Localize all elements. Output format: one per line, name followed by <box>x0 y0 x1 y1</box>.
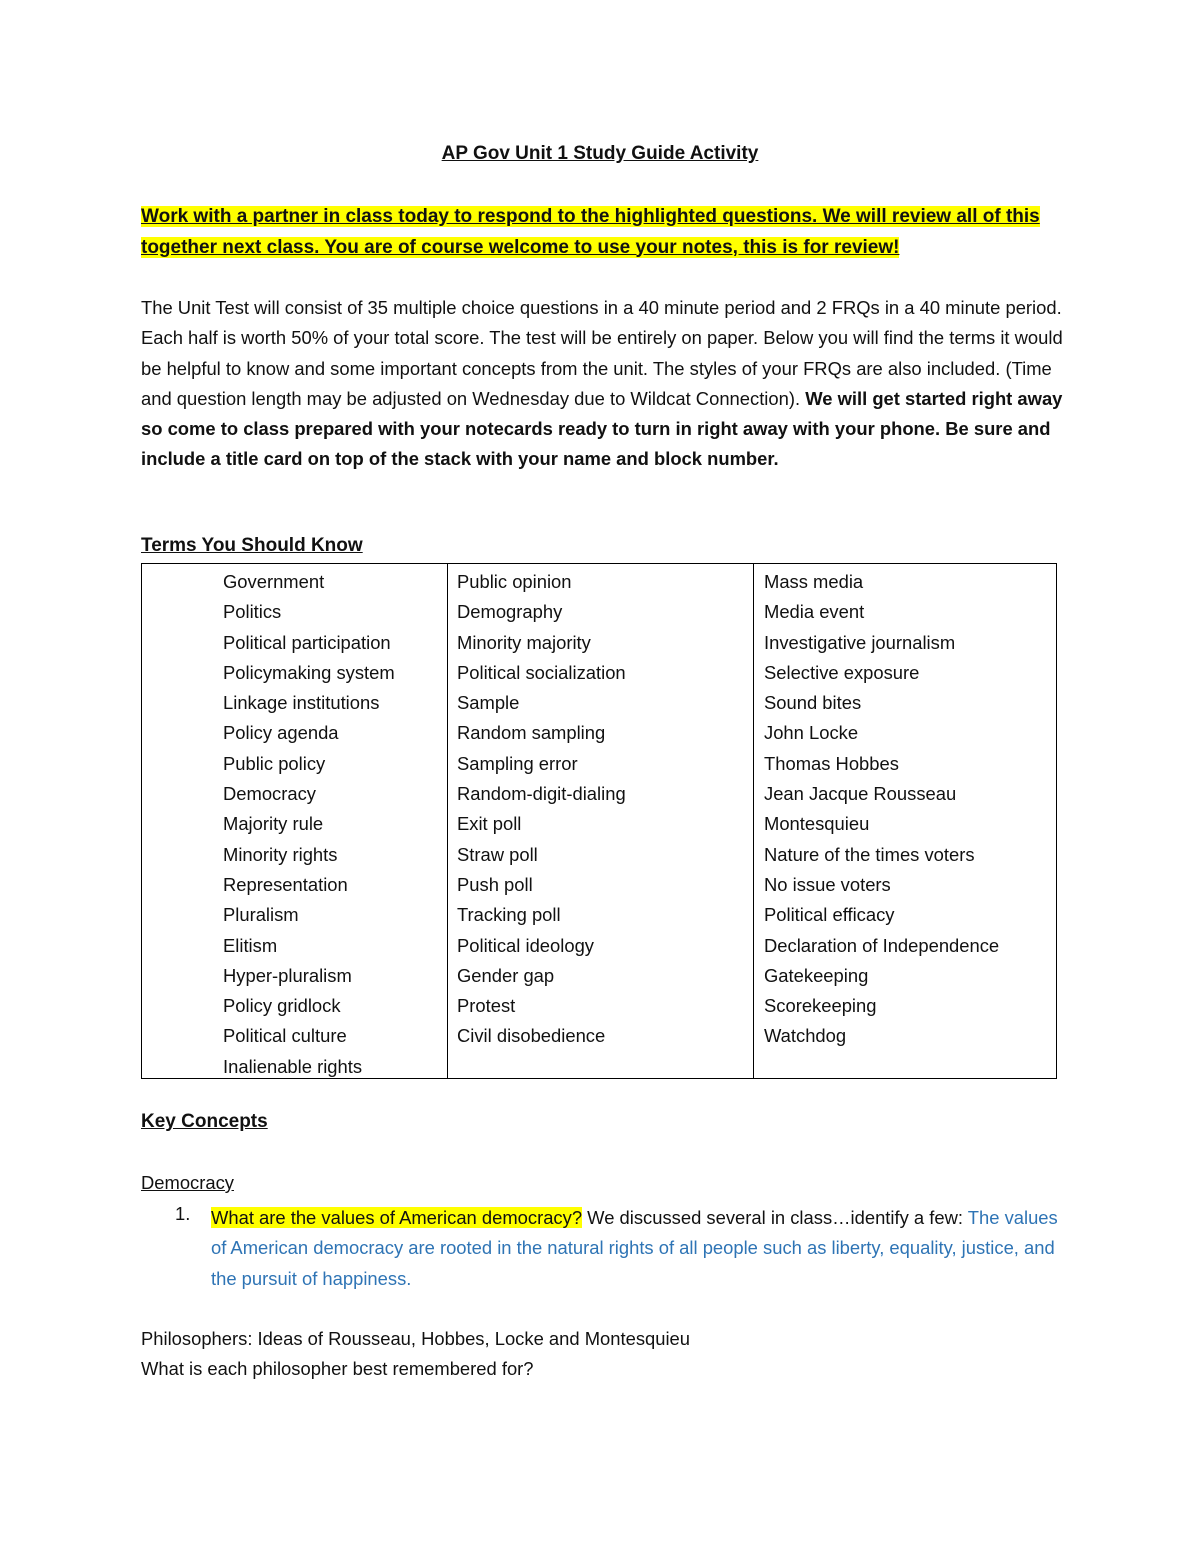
terms-table <box>141 563 1057 1079</box>
instructions-line-1: Work with a partner in class today to respond to the highlighted questions. We will review all of this <box>141 206 1040 227</box>
term-item: Tracking poll <box>457 904 561 926</box>
term-item: Sample <box>457 692 520 714</box>
democracy-heading: Democracy <box>141 1172 234 1193</box>
question-text: What are the values of American democracy? <box>211 1207 583 1228</box>
term-item: Policy gridlock <box>223 995 341 1017</box>
term-item: Montesquieu <box>764 813 870 835</box>
instructions <box>141 202 1061 263</box>
page-title: AP Gov Unit 1 Study Guide Activity <box>441 143 759 164</box>
term-item: Scorekeeping <box>764 995 877 1017</box>
term-item: Selective exposure <box>764 661 920 683</box>
term-item: Political ideology <box>457 934 594 956</box>
term-item: Political participation <box>223 631 391 653</box>
term-item: Inalienable rights <box>223 1055 363 1077</box>
question-number: 1. <box>175 1203 191 1224</box>
term-item: Public policy <box>223 752 326 774</box>
term-item: Random-digit-dialing <box>457 783 626 805</box>
key-concepts-heading: Key Concepts <box>141 1111 268 1132</box>
term-item: Straw poll <box>457 843 538 865</box>
term-item: Political efficacy <box>764 904 895 926</box>
term-item: Gender gap <box>457 964 555 986</box>
terms-column-2 <box>447 564 753 1078</box>
term-item: Democracy <box>223 783 316 805</box>
term-item: Elitism <box>223 934 278 956</box>
term-item: Sampling error <box>457 752 578 774</box>
term-item: Policy agenda <box>223 722 339 744</box>
term-item: Linkage institutions <box>223 692 380 714</box>
term-item: Nature of the times voters <box>764 843 975 865</box>
term-item: John Locke <box>764 722 859 744</box>
intro-paragraph <box>141 293 1063 475</box>
philosophers-line-2: What is each philosopher best remembered for? <box>141 1358 534 1380</box>
term-item: Mass media <box>764 571 864 592</box>
intro-text: The Unit Test will consist of 35 multiple choice questions in a 40 minute period and 2 FRQs in a 40 minute period. Each half is worth 50% of your total score. The test will be entirely on paper. Below you will find the terms it would be helpful to know and some important concepts from the unit. The styles of your FRQs are also included. (Time and question length may be adjusted on Wednesday due to Wildcat Connection). <box>141 297 1063 409</box>
term-item: Government <box>223 571 325 592</box>
question-prompt: We discussed several in class…identify a few: <box>582 1207 968 1228</box>
term-item: Protest <box>457 995 516 1017</box>
term-item: Majority rule <box>223 813 324 835</box>
term-item: Gatekeeping <box>764 964 869 986</box>
philosophers-line-1: Philosophers: Ideas of Rousseau, Hobbes, Locke and Montesquieu <box>141 1328 691 1349</box>
terms-column-3 <box>753 564 1056 1078</box>
term-item: Declaration of Independence <box>764 934 1000 956</box>
terms-heading: Terms You Should Know <box>141 535 363 556</box>
term-item: Pluralism <box>223 904 299 926</box>
terms-column-1 <box>142 564 447 1078</box>
term-item: Sound bites <box>764 692 862 714</box>
instructions-line-2: together next class. You are of course welcome to use your notes, this is for review! <box>141 236 900 258</box>
term-item: No issue voters <box>764 873 891 895</box>
answer-text: The values of American democracy are rooted in the natural rights of all people such as liberty, equality, justice, and the pursuit of happiness. <box>211 1207 1058 1289</box>
term-item: Representation <box>223 873 348 895</box>
term-item: Civil disobedience <box>457 1025 606 1047</box>
term-item: Minority majority <box>457 631 591 653</box>
term-item: Jean Jacque Rousseau <box>764 783 957 805</box>
term-item: Political socialization <box>457 661 626 683</box>
term-item: Exit poll <box>457 813 522 835</box>
term-item: Media event <box>764 601 865 623</box>
intro-bold-text: We will get started right away so come to class prepared with your notecards ready to turn in right away with your phone. Be sure and include a title card on top of the stack with your name and block number. <box>141 387 1063 470</box>
term-item: Minority rights <box>223 843 338 865</box>
term-item: Hyper-pluralism <box>223 964 352 986</box>
term-item: Politics <box>223 601 282 623</box>
term-item: Thomas Hobbes <box>764 752 899 774</box>
term-item: Random sampling <box>457 722 606 744</box>
term-item: Watchdog <box>764 1025 847 1047</box>
term-item: Demography <box>457 601 563 623</box>
term-item: Investigative journalism <box>764 631 956 653</box>
term-item: Public opinion <box>457 571 572 592</box>
term-item: Political culture <box>223 1025 347 1047</box>
question-1 <box>211 1203 1071 1294</box>
term-item: Policymaking system <box>223 661 395 683</box>
philosophers-section <box>141 1324 690 1385</box>
term-item: Push poll <box>457 873 533 895</box>
